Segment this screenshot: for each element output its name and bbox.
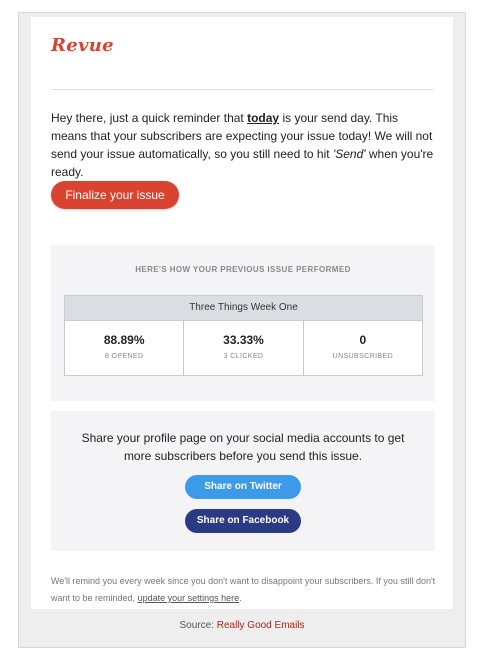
stats-heading: HERE'S HOW YOUR PREVIOUS ISSUE PERFORMED (135, 265, 351, 274)
stats-panel (51, 245, 435, 401)
stat-opened (65, 321, 184, 375)
intro-text-3: when you're ready. (51, 147, 434, 179)
share-facebook-button[interactable]: Share on Facebook (185, 509, 301, 533)
stat-label: 3 CLICKED (223, 353, 264, 360)
email-frame (18, 12, 466, 648)
source-credit (19, 620, 465, 631)
footer-note (51, 573, 441, 607)
stat-value: 88.89% (103, 333, 145, 347)
update-settings-link[interactable]: update your settings here (137, 593, 240, 603)
issue-title: Three Things Week One (65, 296, 422, 321)
stat-value: 0 (359, 333, 367, 347)
intro-today: today (247, 111, 280, 125)
stat-clicked (184, 321, 303, 375)
intro-text-1: Hey there, just a quick reminder that (51, 111, 248, 125)
footer-text: We'll remind you every week since you don't want to disappoint your subscribers. If you still don't want to be reminded, (51, 576, 436, 603)
stat-label: 8 OPENED (104, 353, 144, 360)
source-link[interactable]: Really Good Emails (216, 620, 305, 631)
stats-row (65, 321, 422, 375)
divider (51, 89, 433, 90)
source-prefix: Source: (179, 620, 217, 631)
intro-text-2: is your send day. This means that your subscribers are expecting your issue today! We will not send your issue automatically, so you still need to hit (51, 111, 433, 161)
share-twitter-button[interactable]: Share on Twitter (185, 475, 301, 499)
share-text: Share your profile page on your social media accounts to get more subscribers before you send this issue. (81, 431, 405, 463)
stat-label: UNSUBSCRIBED (332, 353, 394, 360)
stat-value: 33.33% (223, 333, 264, 347)
revue-logo[interactable]: Revue (51, 35, 114, 56)
finalize-issue-button[interactable]: Finalize your issue (51, 181, 179, 209)
stat-unsubscribed (304, 321, 422, 375)
stats-table (64, 295, 423, 376)
footer-end: . (239, 593, 242, 603)
email-card (31, 17, 453, 609)
intro-send: 'Send' (332, 147, 366, 161)
share-panel (51, 411, 435, 551)
intro-paragraph (51, 109, 435, 181)
